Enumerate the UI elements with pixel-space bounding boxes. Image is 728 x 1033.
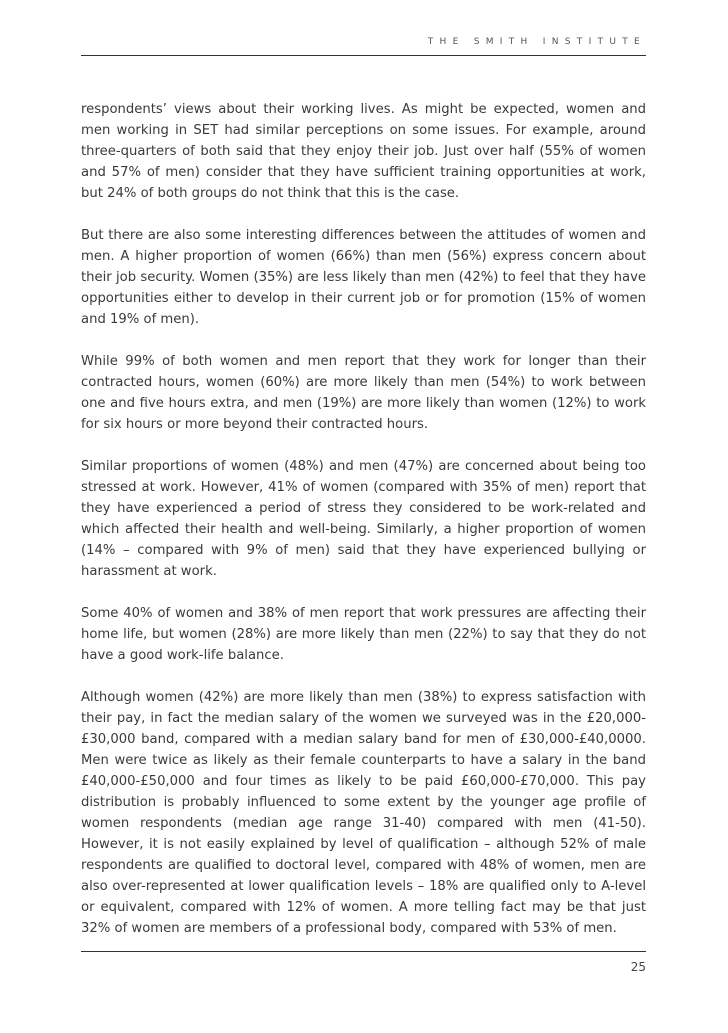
page-number: 25 — [630, 960, 646, 974]
paragraph: While 99% of both women and men report that they work for longer than their contracted hours, women (60%) are more likely than men (54%) to work between one and five hours extra, and men (19%) are more likely than women (12%) to work for six hours or more beyond their contracted hours. — [81, 354, 646, 432]
header-rule — [81, 55, 646, 56]
body-text — [81, 99, 646, 960]
paragraph: respondents’ views about their working lives. As might be expected, women and men working in SET had similar perceptions on some issues. For example, around three-quarters of both said that they enjoy their job. Just over half (55% of women and 57% of men) consider that they have sufficient training opportunities at work, but 24% of both groups do not think that this is the case. — [81, 102, 646, 201]
running-header: THE SMITH INSTITUTE — [427, 37, 646, 47]
paragraph: Some 40% of women and 38% of men report that work pressures are affecting their home life, but women (28%) are more likely than men (22%) to say that they do not have a good work-life balance. — [81, 606, 646, 663]
paragraph: Similar proportions of women (48%) and men (47%) are concerned about being too stressed at work. However, 41% of women (compared with 35% of men) report that they have experienced a period of stress they considered to be work-related and which affected their health and well-being. Similarly, a higher proportion of women (14% – compared with 9% of men) said that they have experienced bullying or harassment at work. — [81, 459, 646, 579]
footer-rule — [81, 951, 646, 952]
paragraph: Although women (42%) are more likely than men (38%) to express satisfaction with their pay, in fact the median salary of the women we surveyed was in the £20,000-£30,000 band, compared with a median salary band for men of £30,000-£40,0000. Men were twice as likely as their female counterparts to have a salary in the band £40,000-£50,000 and four times as likely to be paid £60,000-£70,000. This pay distribution is probably influenced to some extent by the younger age profile of women respondents (median age range 31-40) compared with men (41-50). However, it is not easily explained by level of qualification – although 52% of male respondents are qualified to doctoral level, compared with 48% of women, men are also over-represented at lower qualification levels – 18% are qualified only to A-level or equivalent, compared with 12% of women. A more telling fact may be that just 32% of women are members of a professional body, compared with 53% of men. — [81, 690, 646, 936]
paragraph: But there are also some interesting differences between the attitudes of women and men. A higher proportion of women (66%) than men (56%) express concern about their job security. Women (35%) are less likely than men (42%) to feel that they have opportunities either to develop in their current job or for promotion (15% of women and 19% of men). — [81, 228, 646, 327]
